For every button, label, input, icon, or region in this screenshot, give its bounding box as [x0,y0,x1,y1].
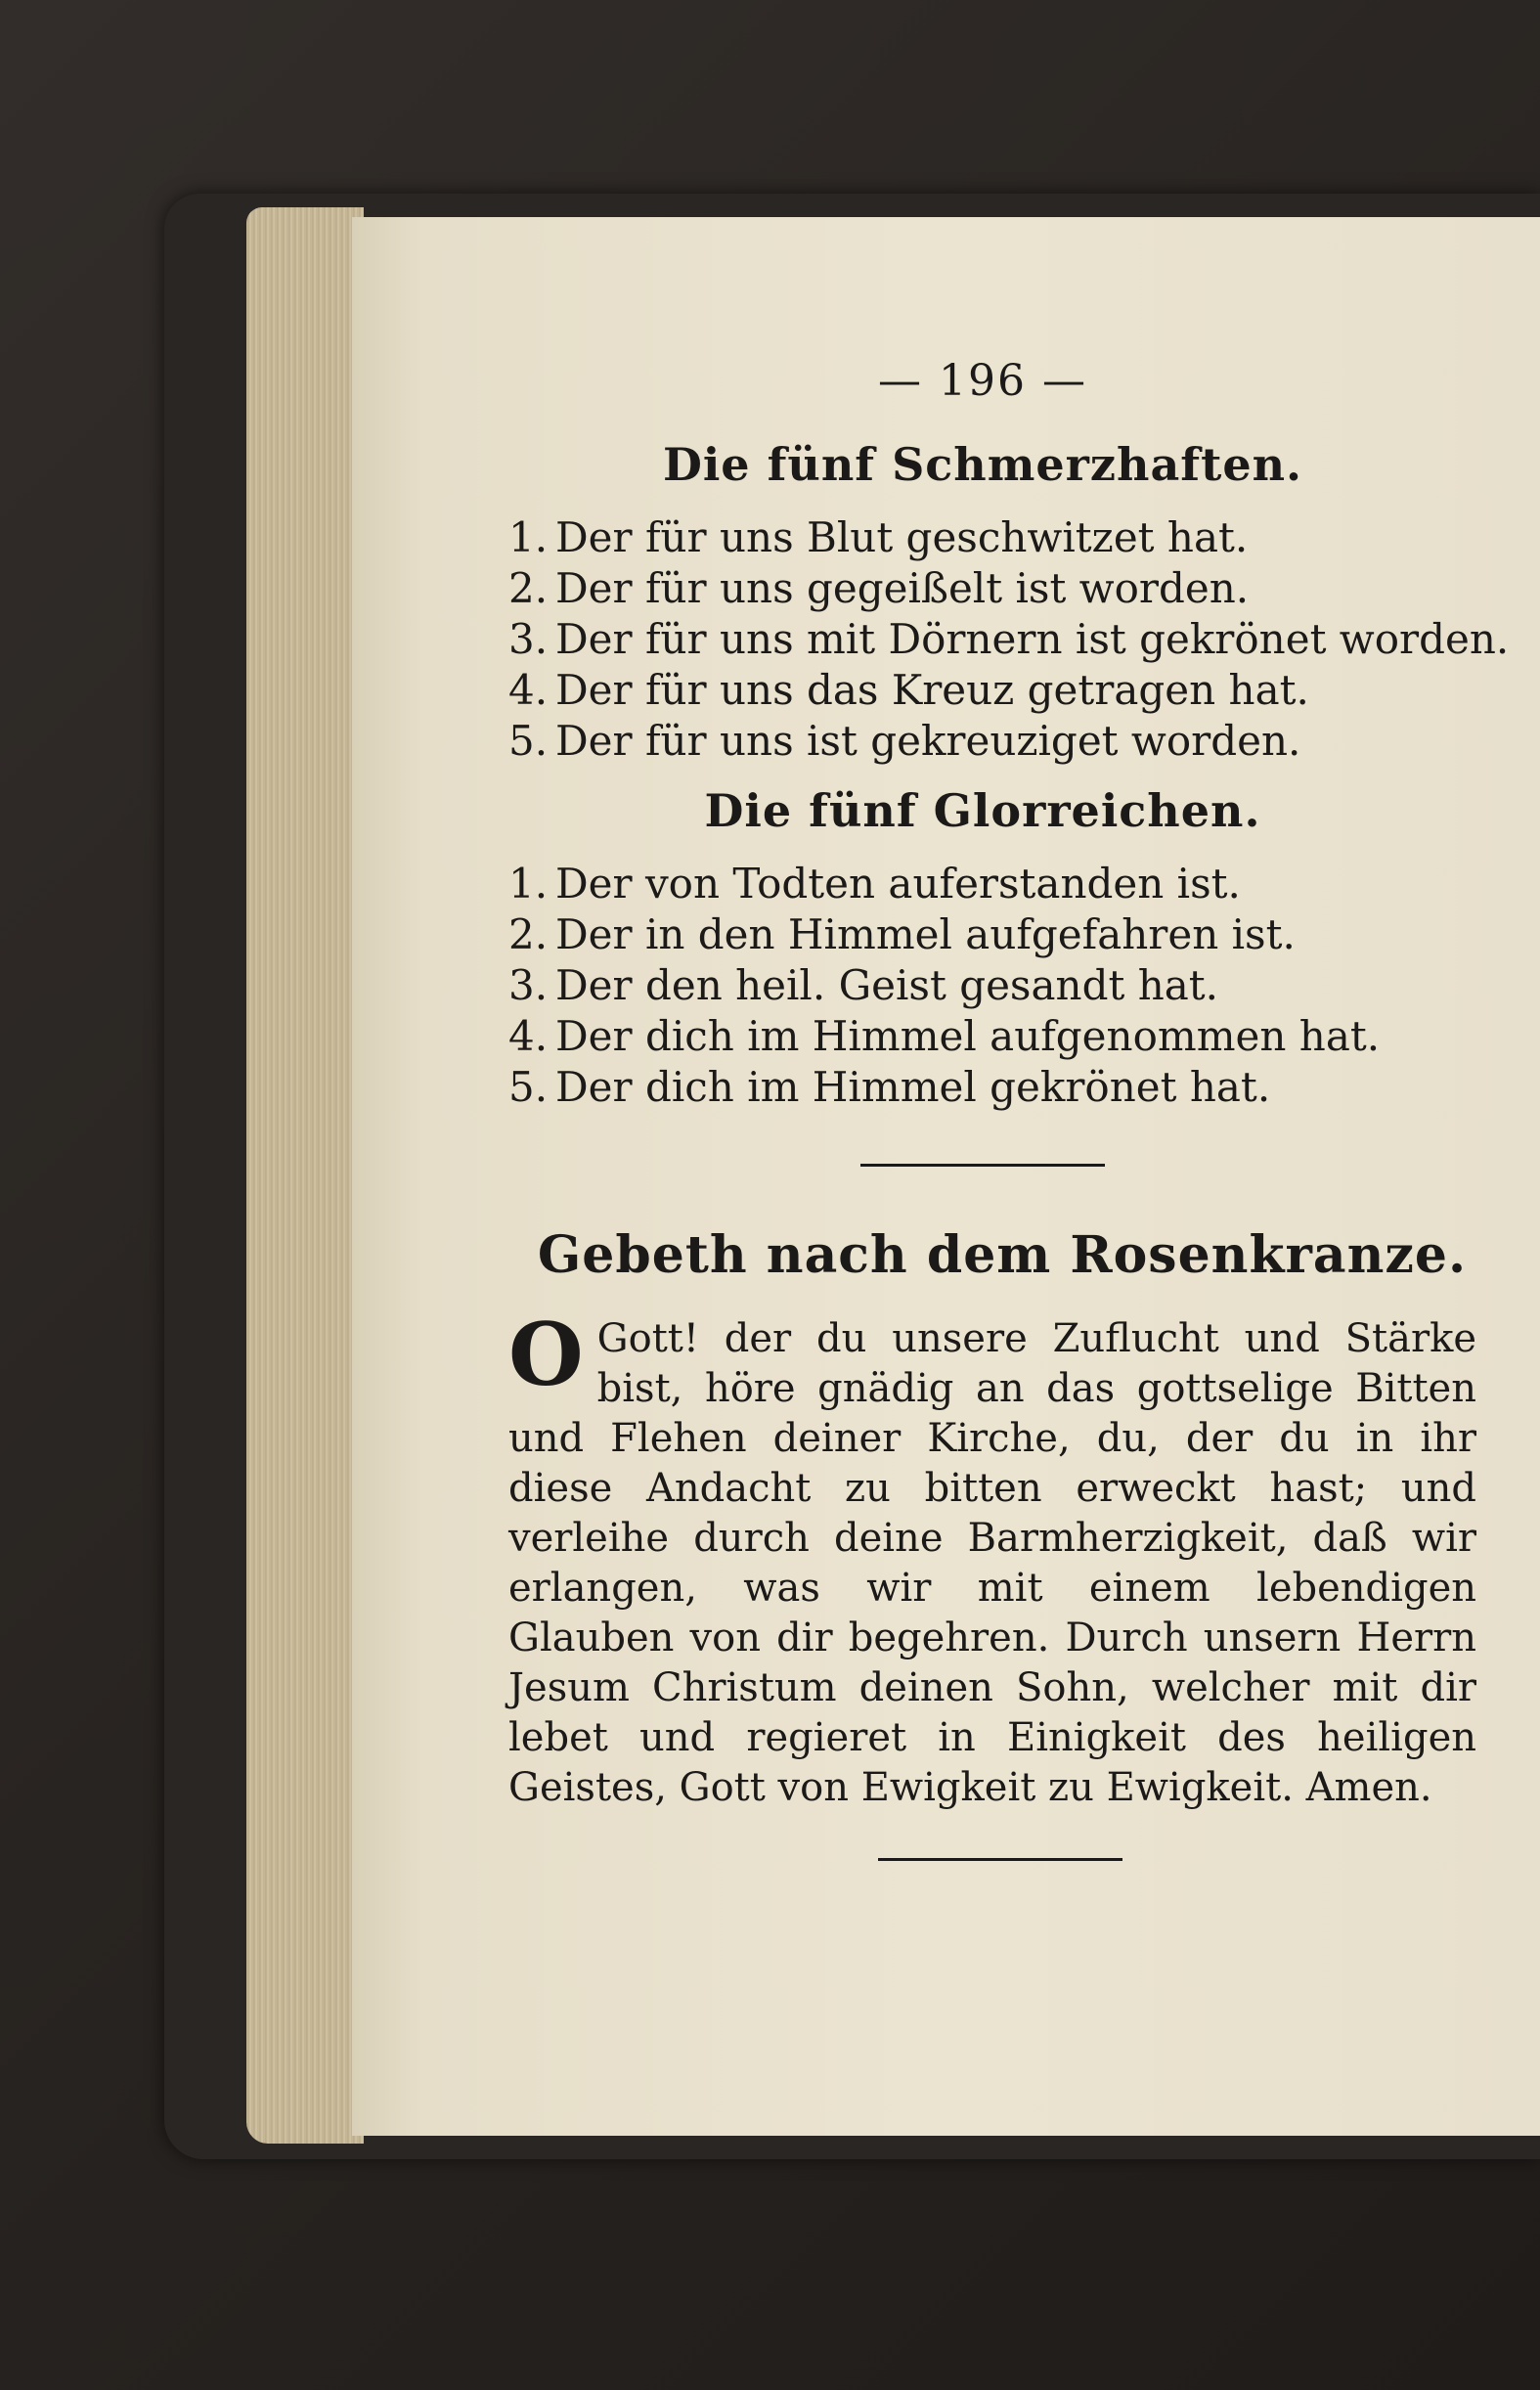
item-text: Der den heil. Geist gesandt hat. [555,961,1219,1009]
item-number: 1. [508,513,549,561]
section-divider [860,1164,1105,1167]
section-heading-schmerzhaften: Die fünf Schmerzhaften. [662,438,1303,491]
item-number: 4. [508,666,549,714]
item-number: 5. [508,1063,549,1111]
item-number: 1. [508,860,549,907]
drop-cap: O [508,1304,584,1405]
item-number: 3. [508,615,549,663]
item-number: 4. [508,1012,549,1060]
list-item [508,665,1496,716]
item-text: Der für uns Blut geschwitzet hat. [555,513,1249,561]
page-content [508,342,1510,1861]
page-number: — 196 — [878,356,1087,406]
list-item [508,1011,1496,1062]
page-edges [246,207,364,2144]
list-item [508,716,1496,767]
list-glorreichen [508,859,1496,1113]
item-text: Der für uns ist gekreuziget worden. [555,717,1301,765]
item-text: Der für uns mit Dörnern ist gekrönet worden. [555,615,1510,663]
item-text: Der für uns gegeißelt ist worden. [555,564,1250,612]
list-item [508,614,1510,665]
end-divider [878,1858,1122,1861]
prayer-body [508,1304,1476,1813]
item-text: Der in den Himmel aufgefahren ist. [555,910,1296,958]
item-number: 2. [508,910,549,958]
item-text: Der für uns das Kreuz getragen hat. [555,666,1309,714]
prayer-text: Gott! der du unsere Zuflucht und Stärke bist, höre gnädig an das gottselige Bitten und Flehen deiner Kirche, du, der du in ihr diese Andacht zu bitten erweckt hast; und verleihe durch deine Barmherzigkeit, daß wir erlangen, was wir mit einem lebendigen Glauben von dir begehren. Durch unsern Herrn Jesum Christum deinen Sohn, welcher mit dir lebet und regieret in Einigkeit des heiligen Geistes, Gott von Ewigkeit zu Ewigkeit. Amen. [508,1316,1476,1810]
prayer-title: Gebeth nach dem Rosenkranze. [537,1225,1468,1285]
list-item [508,859,1496,909]
list-item [508,563,1496,614]
item-number: 5. [508,717,549,765]
item-number: 3. [508,961,549,1009]
item-text: Der dich im Himmel aufgenommen hat. [555,1012,1381,1060]
list-item [508,960,1496,1011]
list-item [508,1062,1496,1113]
list-item [508,512,1496,563]
section-heading-glorreichen: Die fünf Glorreichen. [704,784,1261,837]
list-schmerzhaften [508,512,1510,767]
item-number: 2. [508,564,549,612]
item-text: Der dich im Himmel gekrönet hat. [555,1063,1271,1111]
item-text: Der von Todten auferstanden ist. [555,860,1241,907]
list-item [508,909,1496,960]
